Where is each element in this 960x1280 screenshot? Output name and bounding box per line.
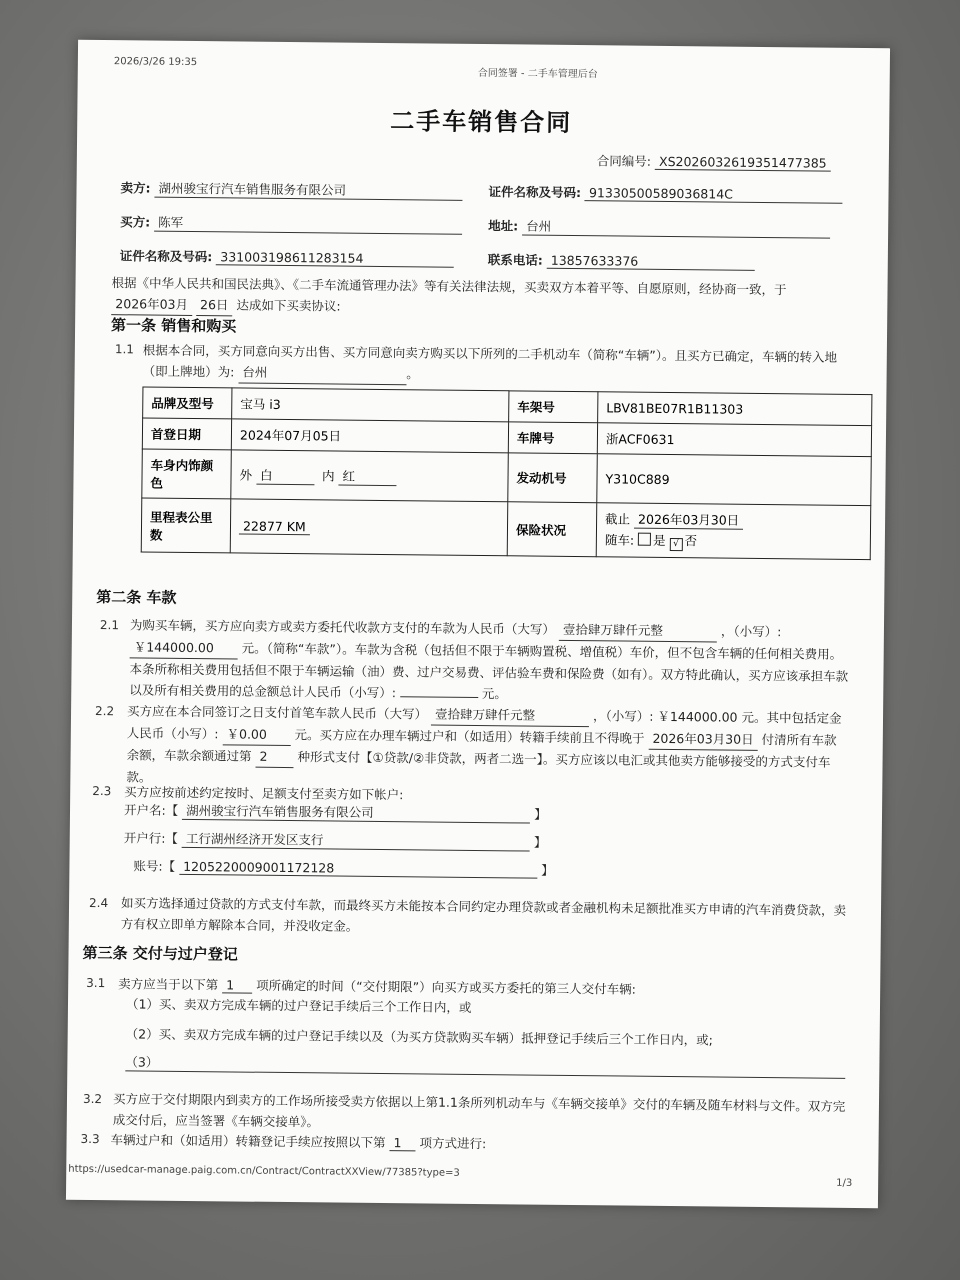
clause-3-2-number: 3.2 [82, 1091, 103, 1107]
clause-2-3-number: 2.3 [92, 783, 112, 799]
print-page-title: 合同签署 - 二手车管理后台 [477, 67, 598, 81]
contract-no: XS2026032619351477385 [655, 154, 831, 172]
color-value: 外 白 内 红 [231, 450, 508, 502]
insurance-value: 截止 2026年03月30日 随车: 是 √ 否 [596, 503, 871, 560]
clause-2-1: 为购买车辆，买方应向卖方或卖方委托代收款方支付的车款为人民币（大写） 壹拾肆万肆仟元整 ，（小写）: ￥144000.00 元。（简称“车款”）。车款为含税（包括但不限于车辆购置税、增值税）车价，但不包含车辆的任何相关费用。本条所称相关费用包括但不限于车辆运输（油）费、过户交易费、评估验车费和保险费（如有）。双方特此确认，买方应该承担车款以及所有相关费用的总金额总计人民币（小写）: 元。 [129, 617, 849, 702]
account-no-row: 账号:【 1205220009001172128 】 [133, 858, 554, 878]
seller-id: 91330500589036814C [585, 185, 843, 204]
delivery-option-1: （1）买、卖双方完成车辆的过户登记手续后三个工作日内，或 [125, 996, 472, 1015]
plate-label: 车牌号 [508, 422, 597, 454]
footer-url: https://usedcar-manage.paig.com.cn/Contract/ContractXXView/77385?type=3 [68, 1163, 460, 1179]
balance-due-date: 2026年03月30日 [648, 728, 757, 751]
account-no: 1205220009001172128 [179, 859, 537, 879]
contract-page [66, 40, 890, 1208]
article3-heading: 第三条 交付与过户登记 [82, 943, 238, 964]
engine-label: 发动机号 [508, 453, 598, 503]
deposit-amount: ￥0.00 [222, 723, 290, 746]
preamble: 根据《中华人民共和国民法典》、《二手车流通管理办法》等有关法律法规，买卖双方本着平等、自愿原则，经协商一致，于 2026年03月 26日 达成如下买卖协议: [111, 272, 851, 323]
price-lower: ￥144000.00 [130, 636, 238, 659]
first-payment-upper: 壹拾肆万肆仟元整 [431, 704, 589, 728]
phone: 13857633376 [547, 253, 755, 271]
mileage-value: 22877 KM [230, 499, 508, 556]
seller-row [120, 178, 462, 201]
brand-value: 宝马 i3 [232, 388, 509, 422]
transfer-city: 台州 [238, 361, 406, 385]
transfer-option-no: 1 [389, 1135, 415, 1151]
phone-row [488, 250, 755, 271]
seller-id-row [488, 182, 843, 204]
account-name-row: 开户名:【 湖州骏宝行汽车销售服务有限公司 】 [123, 802, 547, 822]
insurance-label: 保险状况 [507, 502, 597, 557]
clause-1-1-number: 1.1 [114, 342, 135, 357]
delivery-option-3: （3） [125, 1052, 845, 1079]
buyer-name: 陈军 [154, 213, 462, 235]
delivery-option-no: 1 [222, 977, 252, 993]
clause-3-2: 买方应于交付期限内到卖方的工作场所接受卖方依据以上第1.1条所列机动车与《车辆交接单》交付的车辆及随车材料与文件。双方完成交付后，应当签署《车辆交接单》。 [112, 1091, 846, 1130]
vin-value: LBV81BE07R1B11303 [598, 392, 872, 426]
color-label: 车身内饰颜色 [142, 449, 232, 499]
engine-value: Y310C889 [597, 454, 871, 506]
interior-color: 红 [338, 466, 396, 486]
seller-id-label: 证件名称及号码: [488, 184, 582, 201]
insurance-until: 2026年03月30日 [634, 510, 743, 530]
buyer-row [120, 212, 462, 235]
exterior-color: 白 [256, 465, 314, 485]
page-number: 1/3 [836, 1177, 853, 1189]
seller-name: 湖州骏宝行汽车销售服务有限公司 [154, 179, 462, 201]
regdate-label: 首登日期 [142, 418, 231, 450]
mileage-label: 里程表公里数 [141, 498, 231, 553]
with-car-yes-checkbox[interactable] [638, 533, 651, 546]
total-lower [400, 696, 478, 698]
bank-row: 开户行:【 工行湖州经济开发区支行 】 [123, 830, 547, 850]
article1-heading: 第一条 销售和购买 [111, 316, 237, 336]
clause-2-2: 买方应在本合同签订之日支付首笔车款人民币（大写） 壹拾肆万肆仟元整 ，（小写）: ￥144000.00 元。其中包括定金人民币（小写）: ￥0.00 元。买方应在办理车辆过户和（如适用）转籍手续前且不得晚于 2026年03月30日 付清所有车款余额，车款余额通过第 2 种形式支付【①贷款/②非贷款，两者二选一】。买方应该以电汇或其他卖方能够接受的方式支付车款。 [126, 703, 842, 785]
seller-label: 卖方: [120, 180, 151, 196]
buyer-id-row [120, 246, 455, 268]
price-upper: 壹拾肆万肆仟元整 [559, 619, 717, 643]
clause-3-3: 车辆过户和（如适用）转籍登记手续应按照以下第 1 项方式进行: [110, 1132, 487, 1152]
bank-name: 工行湖州经济开发区支行 [182, 829, 530, 852]
preamble-date-a: 2026年03月 [111, 293, 192, 316]
brand-label: 品牌及型号 [143, 387, 232, 419]
clause-2-4: 如买方选择通过贷款的方式支付车款，而最终买方未能按本合同约定办理贷款或者金融机构未足额批准买方申请的汽车消费贷款，卖方有权立即单方解除本合同，并没收定金。 [120, 895, 847, 934]
contract-title: 二手车销售合同 [390, 107, 573, 137]
clause-2-2-number: 2.2 [94, 703, 115, 719]
address-label: 地址: [488, 218, 519, 234]
print-datetime: 2026/3/26 19:35 [113, 56, 198, 69]
plate-value: 浙ACF0631 [597, 423, 871, 457]
contract-no-label: 合同编号: [596, 153, 652, 169]
vehicle-table [141, 386, 873, 560]
account-name: 湖州骏宝行汽车销售服务有限公司 [182, 801, 530, 824]
payment-method-no: 2 [255, 746, 293, 768]
with-car-no-checkbox[interactable]: √ [669, 538, 682, 551]
address: 台州 [522, 216, 830, 238]
preamble-date-b: 26日 [196, 294, 233, 316]
buyer-id: 331003198611283154 [216, 249, 454, 267]
contract-no-row [597, 151, 831, 171]
clause-1-1: 根据本合同，买方同意向买方出售、买方同意向卖方购买以下所列的二手机动车（简称“车辆”）。且买方已确定，车辆的转入地（即上牌地）为: 台州 。 [143, 339, 858, 389]
clause-2-1-number: 2.1 [99, 618, 120, 633]
address-row [488, 216, 830, 239]
phone-label: 联系电话: [487, 252, 543, 268]
clause-3-1: 卖方应当于以下第 1 项所确定的时间（“交付期限”）向买方或买方委托的第三人交付车辆: [118, 976, 636, 997]
clause-3-3-number: 3.3 [80, 1131, 100, 1147]
clause-3-1-number: 3.1 [86, 975, 106, 991]
buyer-label: 买方: [120, 214, 151, 230]
buyer-id-label: 证件名称及号码: [119, 248, 213, 265]
clause-2-4-number: 2.4 [88, 895, 109, 911]
vin-label: 车架号 [509, 391, 598, 423]
clause-2-3: 买方应按前述约定按时、足额支付至卖方如下帐户: [124, 784, 404, 803]
delivery-option-2: （2）买、卖双方完成车辆的过户登记手续以及（为买方贷款购买车辆）抵押登记手续后三个工作日内，或; [125, 1026, 713, 1048]
article2-heading: 第二条 车款 [96, 588, 177, 607]
regdate-value: 2024年07月05日 [231, 419, 508, 453]
